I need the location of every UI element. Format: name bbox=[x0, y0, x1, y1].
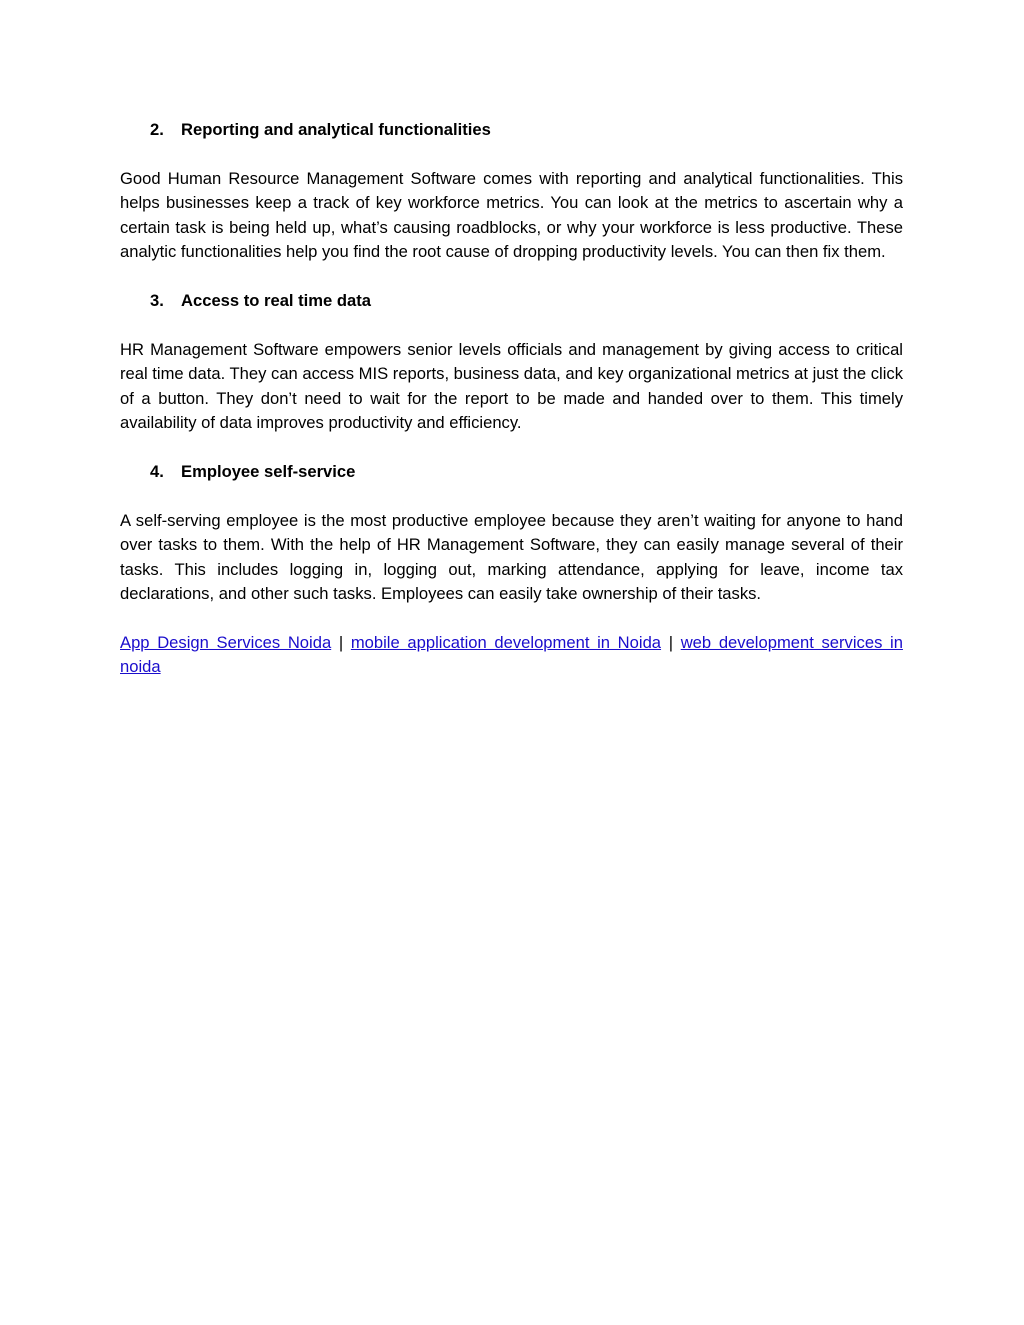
section-title: Employee self-service bbox=[181, 462, 356, 482]
section-title: Access to real time data bbox=[181, 291, 371, 311]
section-number: 3. bbox=[150, 291, 164, 311]
section-heading-real-time-data bbox=[120, 289, 903, 313]
section-number: 2. bbox=[150, 120, 164, 139]
document-page bbox=[120, 118, 903, 680]
link-web-development-services[interactable]: web development services in noida bbox=[120, 633, 903, 677]
section-body-real-time-data: HR Management Software empowers senior levels officials and management by giving access to critical real time data. They can access MIS reports, business data, and key organizational metrics at just the click of a button. They don’t need to wait for the report to be made and handed over to them. This timely availability of data improves productivity and efficiency. bbox=[120, 340, 903, 433]
section-heading-self-service bbox=[120, 460, 903, 484]
link-separator: | bbox=[668, 633, 674, 653]
link-separator: | bbox=[338, 633, 344, 653]
section-heading-reporting bbox=[120, 118, 903, 142]
section-title: Reporting and analytical functionalities bbox=[181, 120, 491, 139]
section-body-reporting: Good Human Resource Management Software comes with reporting and analytical functionalities. This helps businesses keep a track of key workforce metrics. You can look at the metrics to ascertain why a certain task is being held up, what’s causing roadblocks, or why your workforce is less productive. These analytic functionalities help you find the root cause of dropping productivity levels. You can then fix them. bbox=[120, 169, 903, 262]
section-number: 4. bbox=[150, 462, 164, 482]
section-body-self-service: A self-serving employee is the most productive employee because they aren’t waiting for anyone to hand over tasks to them. With the help of HR Management Software, they can easily manage several of their tasks. This includes logging in, logging out, marking attendance, applying for leave, income tax declarations, and other such tasks. Employees can easily take ownership of their tasks. bbox=[120, 511, 903, 604]
link-app-design-services[interactable]: App Design Services Noida bbox=[120, 633, 332, 653]
link-mobile-app-development[interactable]: mobile application development in Noida bbox=[350, 633, 662, 653]
footer-links bbox=[120, 631, 903, 680]
